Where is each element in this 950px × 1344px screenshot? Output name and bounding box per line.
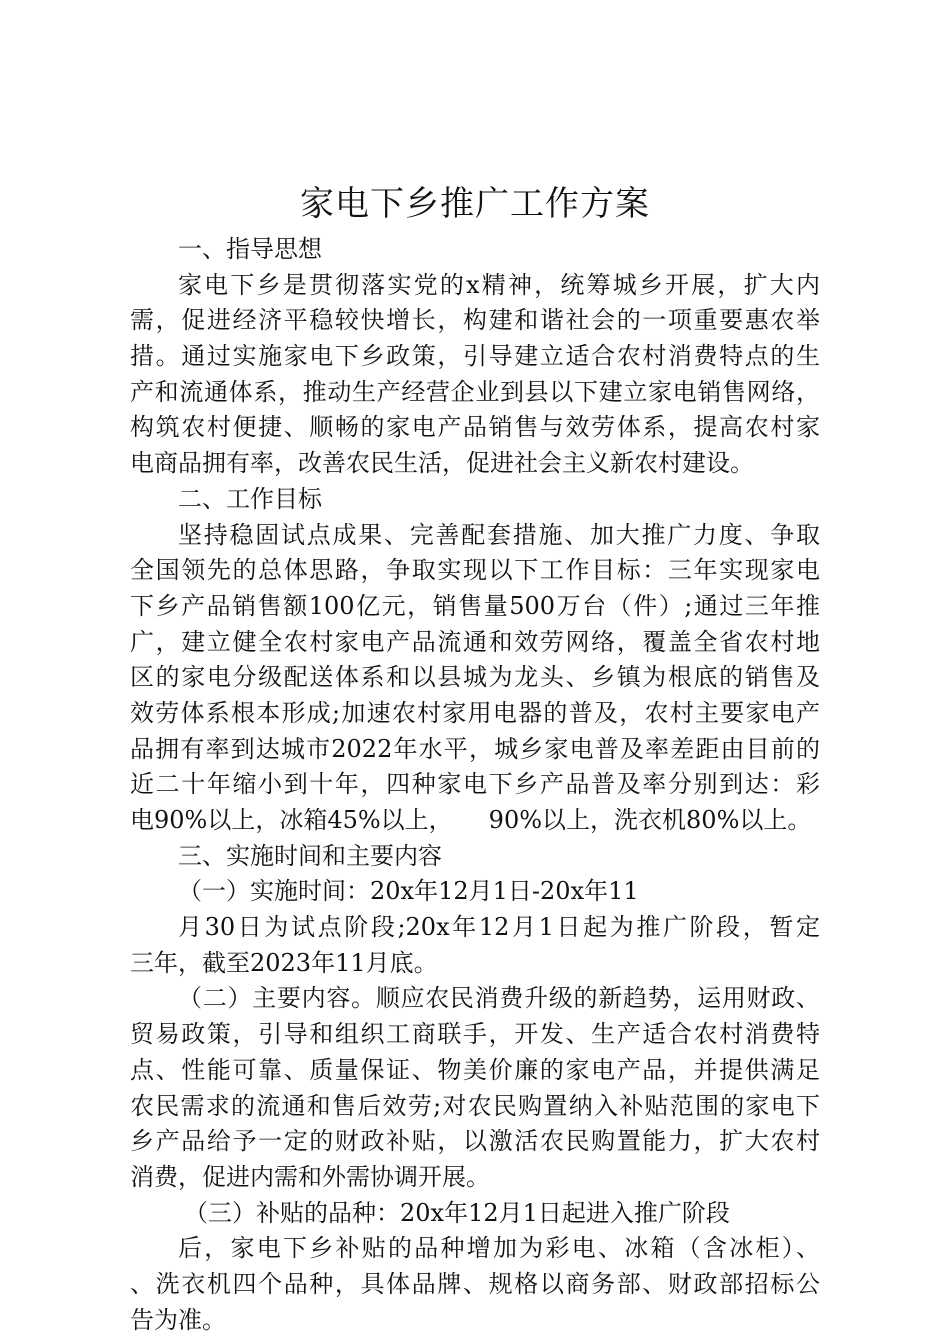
body-line: （一）实施时间：20x年12月1日-20x年11 xyxy=(178,877,639,906)
body-line: 全国领先的总体思路，争取实现以下工作目标：三年实现家电 xyxy=(130,556,820,585)
body-line: 三年，截至2023年11月底。 xyxy=(130,948,438,977)
body-line: 乡产品给予一定的财政补贴，以激活农民购置能力，扩大农村 xyxy=(130,1127,820,1156)
body-line: 家电下乡是贯彻落实党的x精神，统筹城乡开展，扩大内 xyxy=(178,270,820,299)
body-line: 贸易政策，引导和组织工商联手，开发、生产适合农村消费特 xyxy=(130,1020,820,1049)
body-line: 后，家电下乡补贴的品种增加为彩电、冰箱（含冰柜）、 xyxy=(178,1234,820,1263)
body-line: 下乡产品销售额100亿元，销售量500万台（件）;通过三年推 xyxy=(130,591,820,620)
body-line: （二）主要内容。顺应农民消费升级的新趋势，运用财政、 xyxy=(178,984,820,1013)
body-line: 品拥有率到达城市2022年水平，城乡家电普及率差距由目前的 xyxy=(130,734,820,763)
document-title: 家电下乡推广工作方案 xyxy=(300,184,650,224)
body-line: 一、指导思想 xyxy=(178,235,322,263)
body-line: 农民需求的流通和售后效劳;对农民购置纳入补贴范围的家电下 xyxy=(130,1091,820,1120)
body-line: 坚持稳固试点成果、完善配套措施、加大推广力度、争取 xyxy=(178,520,820,549)
body-line: 效劳体系根本形成;加速农村家用电器的普及，农村主要家电产 xyxy=(130,698,820,727)
document-body xyxy=(130,232,820,1338)
body-line: 二、工作目标 xyxy=(178,484,322,513)
body-line: 广，建立健全农村家电产品流通和效劳网络，覆盖全省农村地 xyxy=(130,627,820,656)
body-line: 构筑农村便捷、顺畅的家电产品销售与效劳体系，提高农村家 xyxy=(130,413,820,442)
body-line: 产和流通体系，推动生产经营企业到县以下建立家电销售网络， xyxy=(130,377,820,406)
body-line: 消费，促进内需和外需协调开展。 xyxy=(130,1162,490,1191)
body-line: 需，促进经济平稳较快增长，构建和谐社会的一项重要惠农举 xyxy=(130,306,820,335)
body-line: 告为准。 xyxy=(130,1305,226,1334)
body-line: 电90%以上，冰箱45%以上， 90%以上，洗衣机80%以上。 xyxy=(130,806,812,834)
body-line: 区的家电分级配送体系和以县城为龙头、乡镇为根底的销售及 xyxy=(130,663,820,692)
body-line: 三、实施时间和主要内容 xyxy=(178,841,442,870)
body-line: 月30日为试点阶段;20x年12月1日起为推广阶段，暂定 xyxy=(178,913,820,942)
body-line: 、洗衣机四个品种，具体品牌、规格以商务部、财政部招标公 xyxy=(130,1269,820,1298)
body-line: （三）补贴的品种：20x年12月1日起进入推广阶段 xyxy=(184,1198,730,1227)
body-line: 措。通过实施家电下乡政策，引导建立适合农村消费特点的生 xyxy=(130,342,820,371)
body-line: 电商品拥有率，改善农民生活，促进社会主义新农村建设。 xyxy=(130,449,754,478)
body-line: 点、性能可靠、质量保证、物美价廉的家电产品，并提供满足 xyxy=(130,1055,820,1084)
body-line: 近二十年缩小到十年，四种家电下乡产品普及率分别到达：彩 xyxy=(130,770,820,799)
